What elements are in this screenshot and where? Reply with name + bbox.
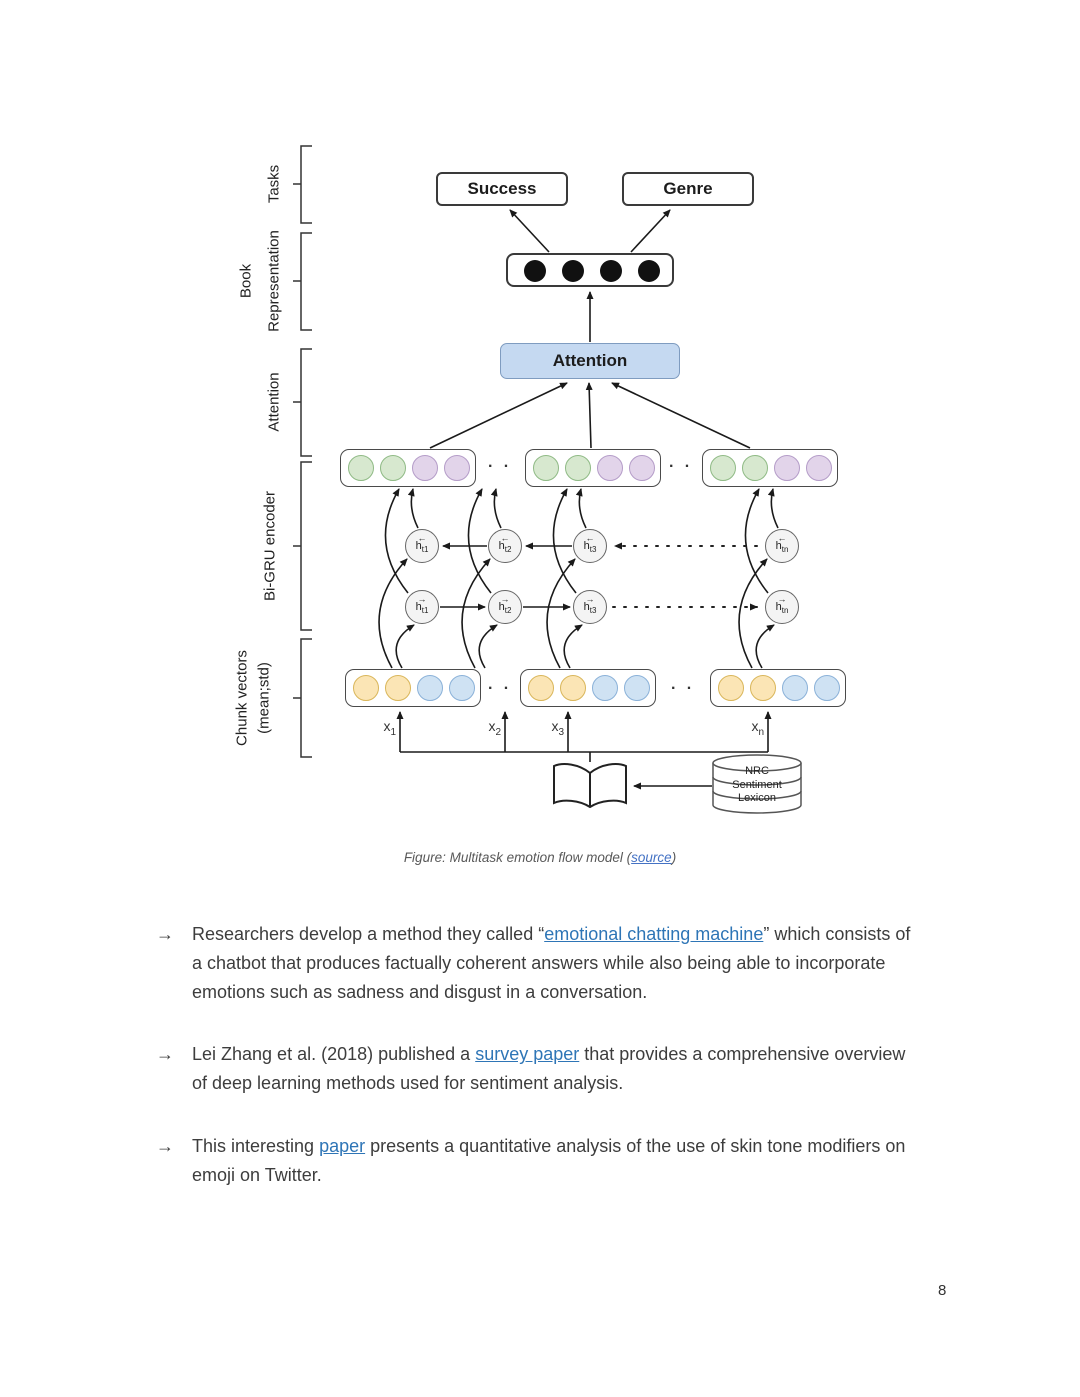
vector-circle	[528, 675, 554, 701]
ellipsis-dots: · ·	[668, 458, 694, 475]
left-label-bigru-encoder: Bi-GRU encoder	[261, 490, 279, 602]
vector-circle	[782, 675, 808, 701]
chunk-representation-box-n	[702, 449, 838, 487]
bullet-text-end: that provides a comprehensive overview of deep learning methods used for sentiment analysis.	[192, 1044, 906, 1094]
book-icon	[554, 764, 626, 807]
list-item	[156, 920, 946, 1006]
state-circle	[597, 455, 623, 481]
success-label: Success	[467, 179, 537, 198]
list-item	[156, 1040, 946, 1098]
state-circle	[629, 455, 655, 481]
skin-tone-paper-link[interactable]: paper	[319, 1135, 366, 1156]
gru-backward-t3: ← $h_{t3}$	[573, 529, 607, 563]
input-label-xn: $x_n$	[751, 718, 764, 738]
ellipsis-dots: · ·	[670, 680, 696, 697]
state-circle	[412, 455, 438, 481]
chunk-vector-box-2	[520, 669, 656, 707]
left-arrow-icon: ←	[585, 533, 595, 544]
input-label-x2: $x_2$	[488, 718, 501, 738]
chunk-vector-box-n	[710, 669, 846, 707]
page-number: 8	[938, 1282, 947, 1299]
vector-circle	[814, 675, 840, 701]
caption-text-end: )	[671, 850, 677, 865]
state-circle	[533, 455, 559, 481]
list-item	[156, 1132, 946, 1190]
state-circle	[565, 455, 591, 481]
success-box	[436, 172, 568, 206]
attention-box	[500, 343, 680, 379]
chunk-vector-box-1	[345, 669, 481, 707]
representation-dot	[600, 260, 622, 282]
representation-dot	[562, 260, 584, 282]
left-label-chunk-vectors: Chunk vectors	[233, 650, 251, 746]
gru-forward-t3: → $h_{t3}$	[573, 590, 607, 624]
vector-circle	[560, 675, 586, 701]
chunk-representation-box-1	[340, 449, 476, 487]
gru-forward-t1: → $h_{t1}$	[405, 590, 439, 624]
vector-circle	[592, 675, 618, 701]
survey-paper-link[interactable]: survey paper	[475, 1044, 580, 1065]
vector-circle	[417, 675, 443, 701]
left-brackets	[293, 146, 312, 757]
input-label-x3: $x_3$	[551, 718, 564, 738]
right-arrow-icon: →	[585, 594, 595, 605]
input-connector-lines	[400, 752, 768, 762]
gru-forward-tn: → $h_{tn}$	[765, 590, 799, 624]
gru-backward-t2: ← $h_{t2}$	[488, 529, 522, 563]
representation-dot	[524, 260, 546, 282]
state-circle	[444, 455, 470, 481]
input-label-x1: $x_1$	[383, 718, 396, 738]
representation-dot	[638, 260, 660, 282]
state-circle	[806, 455, 832, 481]
right-arrow-icon: →	[777, 594, 787, 605]
left-label-representation: Representation	[265, 230, 283, 332]
ellipsis-dots: · ·	[487, 458, 513, 475]
vector-circle	[449, 675, 475, 701]
right-arrow-icon: →	[417, 594, 427, 605]
left-arrow-icon: ←	[500, 533, 510, 544]
state-circle	[774, 455, 800, 481]
state-circle	[380, 455, 406, 481]
gru-backward-t1: ← $h_{t1}$	[405, 529, 439, 563]
caption-source-link[interactable]: source	[631, 850, 672, 865]
figure-caption	[0, 850, 1080, 865]
gru-forward-t2: → $h_{t2}$	[488, 590, 522, 624]
left-label-mean-std: (mean;std)	[255, 662, 273, 734]
left-arrow-icon: ←	[777, 533, 787, 544]
left-label-tasks: Tasks	[265, 164, 283, 204]
bullet-arrow-icon: →	[156, 924, 174, 944]
bullet-arrow-icon: →	[156, 1044, 174, 1065]
dotted-arrows	[613, 546, 757, 607]
bullet-text: Researchers develop a method they called “	[192, 924, 545, 944]
left-arrow-icon: ←	[417, 533, 427, 544]
right-arrow-icon: →	[500, 594, 510, 605]
left-label-attention: Attention	[265, 372, 283, 432]
bullet-text: Lei Zhang et al. (2018) published a	[192, 1044, 476, 1065]
ellipsis-dots: · ·	[487, 680, 513, 697]
caption-text: Figure: Multitask emotion flow model (	[403, 850, 632, 865]
bullet-arrow-icon: →	[156, 1135, 174, 1156]
genre-box	[622, 172, 754, 206]
bullet-text-end: presents a quantitative analysis of the use of skin tone modifiers on emoji on Twitter.	[192, 1135, 906, 1185]
genre-label: Genre	[663, 179, 713, 198]
vector-circle	[385, 675, 411, 701]
book-representation-box	[506, 253, 674, 287]
vector-circle	[718, 675, 744, 701]
state-circle	[742, 455, 768, 481]
notes-list	[156, 920, 946, 1224]
state-circle	[710, 455, 736, 481]
vector-circle	[353, 675, 379, 701]
bullet-text: This interesting	[192, 1135, 320, 1156]
vector-circle	[624, 675, 650, 701]
lexicon-label: NRC Sentiment Lexicon	[732, 765, 782, 804]
state-circle	[348, 455, 374, 481]
vector-circle	[750, 675, 776, 701]
attention-label: Attention	[552, 351, 628, 370]
emotional-chatting-machine-link[interactable]: emotional chatting machine	[544, 924, 764, 944]
left-label-book: Book	[237, 263, 255, 299]
bullet-text-end: ” which consists of a chatbot that produces factually coherent answers while also being able to incorporate emotions such as sadness and disgust in a conversation.	[192, 924, 911, 1002]
chunk-representation-box-2	[525, 449, 661, 487]
gru-backward-tn: ← $h_{tn}$	[765, 529, 799, 563]
